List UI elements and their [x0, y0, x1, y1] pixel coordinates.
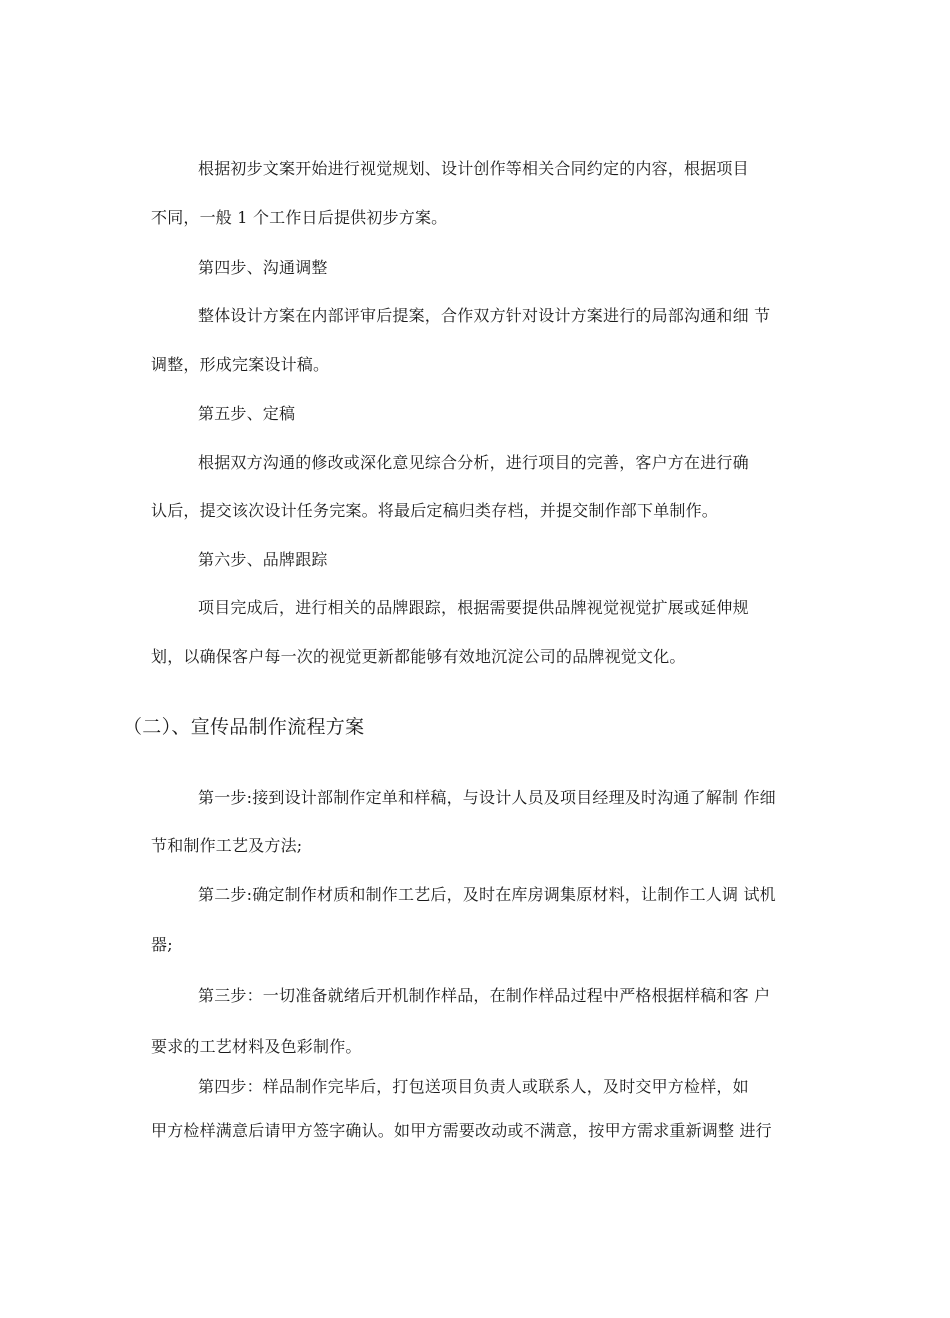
step-title: 第四步、沟通调整 [198, 258, 328, 277]
paragraph-line: 不同，一般 1 个工作日后提供初步方案。 [151, 208, 448, 227]
paragraph-line: 要求的工艺材料及色彩制作。 [151, 1037, 362, 1056]
paragraph-line: 器; [151, 935, 173, 954]
paragraph-line: 第三步：一切准备就绪后开机制作样品，在制作样品过程中严格根据样稿和客 户 [198, 986, 771, 1005]
paragraph-line: 第二步:确定制作材质和制作工艺后，及时在库房调集原材料，让制作工人调 试机 [198, 885, 776, 904]
paragraph-line: 第一步:接到设计部制作定单和样稿，与设计人员及项目经理及时沟通了解制 作细 [198, 788, 776, 807]
section-heading: （二）、宣传品制作流程方案 [123, 716, 365, 738]
paragraph-line: 整体设计方案在内部评审后提案，合作双方针对设计方案进行的局部沟通和细 节 [198, 306, 771, 325]
paragraph-line: 甲方检样满意后请甲方签字确认。如甲方需要改动或不满意，按甲方需求重新调整 进行 [151, 1121, 772, 1140]
step-title: 第五步、定稿 [198, 404, 296, 423]
paragraph-line: 划，以确保客户每一次的视觉更新都能够有效地沉淀公司的品牌视觉文化。 [151, 647, 686, 666]
paragraph-line: 项目完成后，进行相关的品牌跟踪，根据需要提供品牌视觉视觉扩展或延伸规 [198, 598, 749, 617]
paragraph-line: 节和制作工艺及方法; [151, 836, 303, 855]
paragraph-line: 调整，形成完案设计稿。 [151, 355, 330, 374]
paragraph-line: 根据双方沟通的修改或深化意见综合分析，进行项目的完善，客户方在进行确 [198, 453, 749, 472]
step-title: 第六步、品牌跟踪 [198, 550, 328, 569]
paragraph-line: 根据初步文案开始进行视觉规划、设计创作等相关合同约定的内容，根据项目 [198, 159, 749, 178]
paragraph-line: 第四步：样品制作完毕后，打包送项目负责人或联系人，及时交甲方检样，如 [198, 1077, 749, 1096]
paragraph-line: 认后，提交该次设计任务完案。将最后定稿归类存档，并提交制作部下单制作。 [151, 501, 719, 520]
